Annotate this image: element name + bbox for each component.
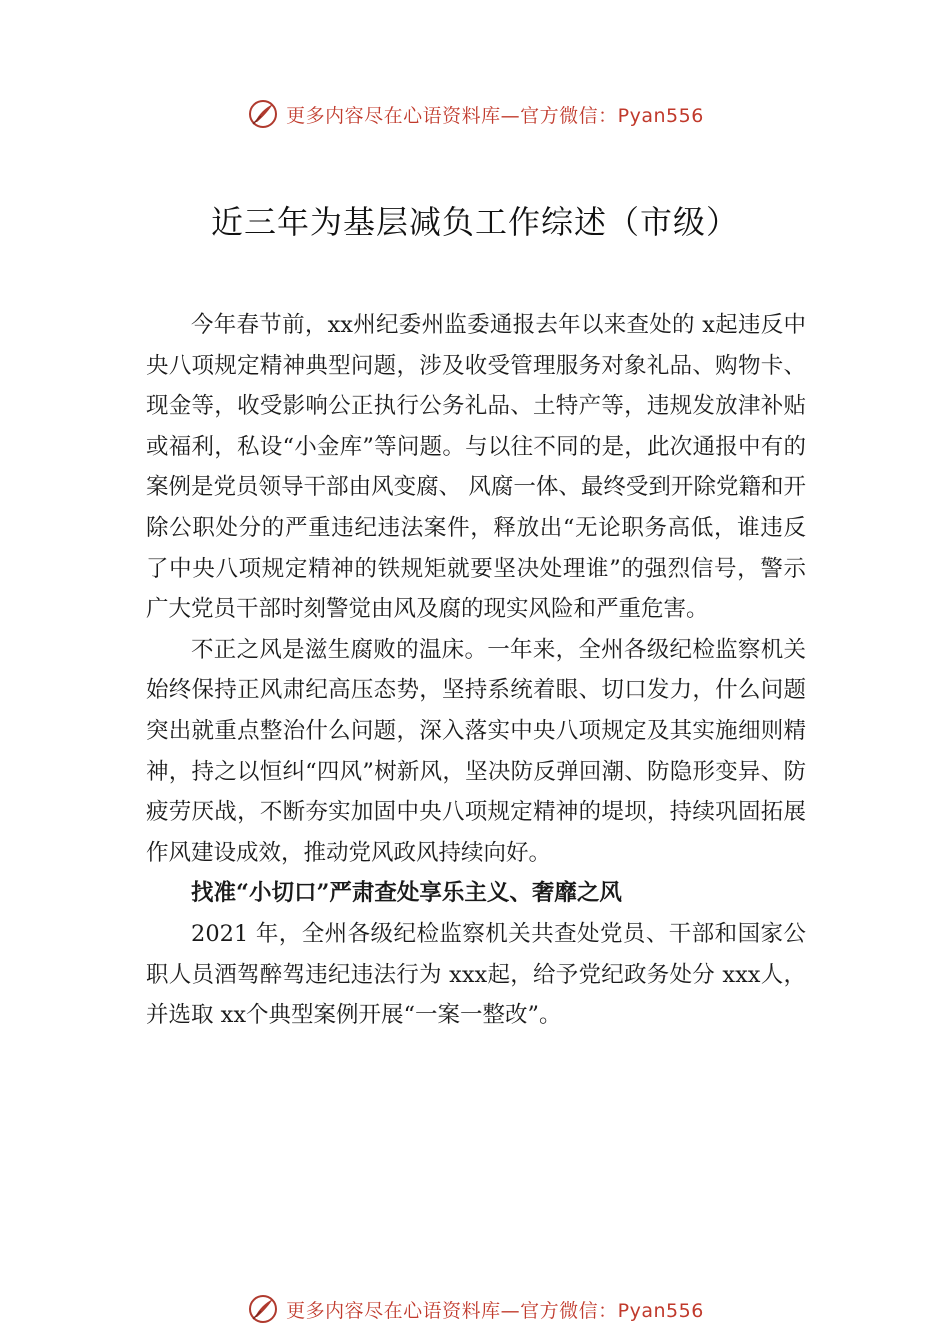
- banner-text: [286, 1296, 704, 1323]
- paragraph: 2021 年，全州各级纪检监察机关共查处党员、干部和国家公职人员酒驾醉驾违纪违法行为 xxx起，给予党纪政务处分 xxx人，并选取 xx个典型案例开展“一案一整改”。: [146, 920, 806, 1029]
- feather-pen-icon: [246, 1292, 280, 1326]
- banner-text: [286, 101, 704, 128]
- paragraph: 今年春节前，xx州纪委州监委通报去年以来查处的 x起违反中央八项规定精神典型问题，涉及收受管理服务对象礼品、购物卡、现金等，收受影响公正执行公务礼品、土特产等，违规发放津补贴或福利，私设“小金库”等问题。与以往不同的是，此次通报中有的案例是党员领导干部由风变腐、 风腐一体、最终受到开除党籍和开除公职处分的严重违纪违法案件，释放出“无论职务高低，谁违反了中央八项规定精神的铁规矩就要坚决处理谁”的强烈信号，警示广大党员干部时刻警觉由风及腐的现实风险和严重危害。: [146, 312, 806, 623]
- banner-label: 更多内容尽在心语资料库—官方微信：: [286, 104, 618, 127]
- document-title: 近三年为基层减负工作综述（市级）: [210, 203, 739, 241]
- feather-pen-icon: [246, 97, 280, 131]
- paragraph: 不正之风是滋生腐败的温床。一年来，全州各级纪检监察机关始终保持正风肃纪高压态势，坚持系统着眼、切口发力，什么问题突出就重点整治什么问题，深入落实中央八项规定及其实施细则精神，持之以恒纠“四风”树新风，坚决防反弹回潮、防隐形变异、防疲劳厌战，不断夯实加固中央八项规定精神的堤坝，持续巩固拓展作风建设成效，推动党风政风持续向好。: [146, 636, 806, 866]
- footer-banner: [0, 1289, 950, 1329]
- section-heading: 找准“小切口”严肃查处享乐主义、奢靡之风: [191, 880, 622, 907]
- document-body: [146, 305, 806, 1036]
- header-banner: [0, 94, 950, 134]
- banner-label: 更多内容尽在心语资料库—官方微信：: [286, 1299, 618, 1322]
- wechat-id: Pyan556: [617, 1299, 704, 1322]
- wechat-id: Pyan556: [617, 104, 704, 127]
